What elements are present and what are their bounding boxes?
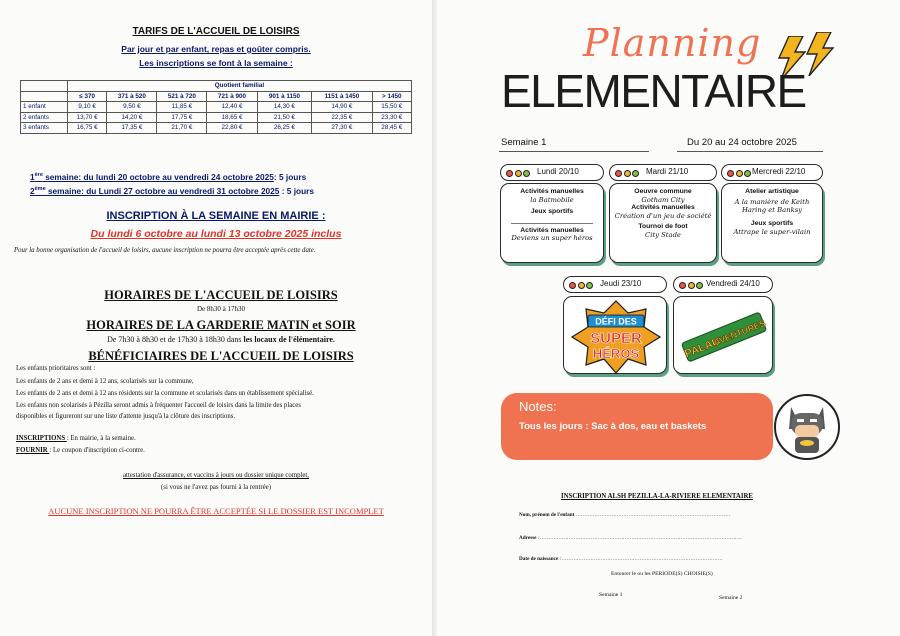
batman-mascot-icon bbox=[773, 393, 841, 461]
table-cell: 9,10 € bbox=[67, 102, 106, 113]
logo-text-2: AVENTURES bbox=[712, 317, 767, 348]
defi-super-heros-logo bbox=[564, 297, 667, 374]
form-circle-instruction: Entourer le ou les PERIODE(S) CHOISIE(S) bbox=[611, 571, 713, 577]
table-cell: 2 enfants bbox=[21, 112, 68, 123]
garderie-text bbox=[0, 335, 432, 344]
semaine-label: Semaine 1 bbox=[501, 137, 547, 148]
inscription-dates: Du lundi 6 octobre au lundi 13 octobre 2025 inclus bbox=[90, 228, 342, 240]
table-cell: 14,20 € bbox=[107, 112, 157, 123]
day-tab-label: Jeudi 23/10 bbox=[600, 279, 642, 288]
day-tab-lundi bbox=[500, 164, 604, 181]
table-cell: 22,80 € bbox=[207, 123, 257, 134]
table-cell: 721 à 900 bbox=[207, 91, 257, 102]
logo-text-3: HÉROS bbox=[592, 346, 640, 361]
beneficiaires-line: Les enfants de 2 ans et demi à 12 ans, scolarisés sur la commune, bbox=[16, 378, 194, 385]
horaires-text: De 8h30 à 17h30 bbox=[196, 305, 246, 313]
week-1-days: : 5 jours bbox=[273, 172, 307, 182]
tarifs-table bbox=[20, 80, 412, 134]
activity-title: Atelier artistique bbox=[745, 188, 799, 195]
traffic-dots-icon bbox=[615, 168, 645, 176]
day-tab-label: Lundi 20/10 bbox=[537, 167, 579, 176]
tarifs-subtitle-2: Les inscriptions se font à la semaine : bbox=[139, 58, 293, 68]
table-cell: 17,35 € bbox=[107, 123, 157, 134]
garderie-place: les locaux de l'élémentaire. bbox=[243, 335, 335, 344]
activity-detail: Deviens un super héros bbox=[511, 234, 593, 243]
traffic-dots-icon bbox=[727, 168, 757, 176]
table-cell: 16,75 € bbox=[67, 123, 106, 134]
table-cell: 521 à 720 bbox=[157, 91, 207, 102]
activity-detail: Gotham City bbox=[641, 195, 685, 204]
form-name-line: Nom, prénom de l'enfant ........................................................................................... bbox=[519, 512, 731, 518]
beneficiaires-line: disponibles et figureront sur une liste d'attente jusqu'à la clôture des inscriptions. bbox=[16, 413, 236, 420]
attestation-line-1: attestation d'assurance, et vaccins à jours ou dossier unique complet, bbox=[122, 472, 309, 479]
activity-title: Activités manuelles bbox=[520, 226, 584, 234]
table-cell: 14,90 € bbox=[312, 102, 372, 113]
activity-detail: City Stade bbox=[645, 230, 681, 239]
logo-text-1: PALAU bbox=[683, 335, 722, 361]
day-card-lundi bbox=[500, 183, 604, 263]
garderie-hours: De 7h30 à 8h30 et de 17h30 à 18h30 dans bbox=[107, 335, 244, 344]
inscription-note: Pour la bonne organisation de l'accueil de loisirs, aucune inscription ne pourra être acceptée après cette date. bbox=[14, 247, 316, 254]
week-2-num: 2 bbox=[30, 186, 35, 196]
week-1-text: semaine: du lundi 20 octobre au vendredi 24 octobre 2025 bbox=[42, 172, 274, 182]
table-cell bbox=[21, 91, 68, 102]
table-cell: 9,50 € bbox=[107, 102, 157, 113]
form-name-label: Nom, prénom de l'enfant bbox=[519, 512, 575, 518]
table-cell: 14,30 € bbox=[257, 102, 312, 113]
activity-title: Jeux sportifs bbox=[530, 207, 574, 215]
week-1-sup: ère bbox=[34, 172, 43, 179]
form-address-label: Adresse bbox=[519, 535, 537, 541]
table-header-row bbox=[21, 91, 412, 102]
activity-detail: A la manière de Keith Haring et Banksy bbox=[734, 197, 810, 214]
day-card-mercredi bbox=[721, 183, 823, 263]
week-2-text: semaine: du Lundi 27 octobre au vendredi 31 octobre 2025 bbox=[45, 186, 280, 196]
divider bbox=[677, 151, 823, 152]
inscription-title: INSCRIPTION À LA SEMAINE EN MAIRIE : bbox=[106, 210, 326, 222]
traffic-dots-icon bbox=[679, 280, 709, 288]
table-cell: 12,40 € bbox=[207, 102, 257, 113]
traffic-dots-icon bbox=[506, 168, 536, 176]
day-card-vendredi bbox=[673, 296, 773, 374]
fournir-label: FOURNIR bbox=[16, 447, 50, 454]
table-cell: 21,70 € bbox=[157, 123, 207, 134]
beneficiaires-line: Les enfants prioritaires sont : bbox=[16, 365, 96, 372]
tarifs-subtitle-1: Par jour et par enfant, repas et goûter compris. bbox=[121, 44, 311, 54]
activity-title: Activités manuelles bbox=[520, 188, 584, 195]
activity-title: Tournoi de foot bbox=[638, 222, 688, 230]
table-cell: 13,70 € bbox=[67, 112, 106, 123]
table-cell: 371 à 520 bbox=[107, 91, 157, 102]
table-cell: 21,50 € bbox=[257, 112, 312, 123]
activity-detail: Attrape le super-vilain bbox=[733, 227, 811, 236]
table-cell: 1 enfant bbox=[21, 102, 68, 113]
table-row bbox=[21, 123, 412, 134]
notes-title: Notes: bbox=[519, 399, 557, 414]
table-cell bbox=[21, 81, 68, 92]
activity-title: Oeuvre commune bbox=[634, 188, 692, 195]
table-cell: 28,45 € bbox=[372, 123, 412, 134]
notes-text: Tous les jours : Sac à dos, eau et baskets bbox=[519, 421, 707, 432]
day-card-jeudi bbox=[563, 296, 667, 374]
table-cell: 11,85 € bbox=[157, 102, 207, 113]
form-week-2-option[interactable]: Semaine 2 bbox=[719, 595, 743, 601]
attestation-line-2: (si vous ne l'avez pas fourni à la rentrée) bbox=[161, 484, 271, 491]
logo-text-2: SUPER bbox=[590, 330, 642, 347]
inscriptions-info bbox=[16, 435, 136, 442]
form-week-1-option[interactable]: Semaine 1 bbox=[599, 592, 623, 598]
inscriptions-text: : En mairie, à la semaine. bbox=[66, 435, 136, 442]
table-row bbox=[21, 112, 412, 123]
table-row bbox=[21, 102, 412, 113]
table-cell: 1151 à 1450 bbox=[312, 91, 372, 102]
day-tab-vendredi bbox=[673, 276, 773, 293]
planning-title: Planning bbox=[583, 21, 762, 65]
activity-title: Jeux sportifs bbox=[750, 220, 794, 228]
table-cell: 27,30 € bbox=[312, 123, 372, 134]
form-birth-label: Date de naissance bbox=[519, 556, 559, 562]
table-cell: 23,30 € bbox=[372, 112, 412, 123]
day-tab-mercredi bbox=[721, 164, 823, 181]
palau-aventures-logo bbox=[674, 297, 773, 374]
table-cell: ≤ 370 bbox=[67, 91, 106, 102]
table-cell: 18,65 € bbox=[207, 112, 257, 123]
semaine-dates: Du 20 au 24 octobre 2025 bbox=[687, 137, 797, 148]
tarifs-title: TARIFS DE L'ACCUEIL DE LOISIRS bbox=[132, 26, 300, 37]
activity-detail: la Batmobile bbox=[530, 195, 574, 204]
week-2-sup: ème bbox=[34, 186, 46, 193]
day-tab-label: Mardi 21/10 bbox=[646, 167, 689, 176]
beneficiaires-line: Les enfants non scolarisés à Pézilla seront admis à fréquenter l'accueil de loisirs dans la limite des places bbox=[16, 402, 301, 409]
form-address-line: Adresse :....................................................................................................................... bbox=[519, 535, 742, 541]
activity-title: Activités manuelles bbox=[631, 203, 695, 211]
right-page bbox=[437, 0, 900, 636]
activity-detail: Création d'un jeu de société bbox=[614, 211, 712, 220]
table-cell: 15,50 € bbox=[372, 102, 412, 113]
fournir-info bbox=[16, 447, 145, 454]
table-cell-qf: Quotient familial bbox=[67, 81, 411, 92]
table-cell: 901 à 1150 bbox=[257, 91, 312, 102]
form-birth-line: Date de naissance :............................................................................................... bbox=[519, 556, 723, 562]
garderie-title: HORAIRES DE LA GARDERIE MATIN et SOIR bbox=[86, 318, 356, 332]
beneficiaires-line: Les enfants de 2 ans et demi à 12 ans résidents sur la commune et scolarisés dans un établissement spécialisé. bbox=[16, 390, 314, 397]
day-card-mardi bbox=[609, 183, 717, 263]
incomplete-warning: AUCUNE INSCRIPTION NE POURRA ÊTRE ACCEPTÉE SI LE DOSSIER EST INCOMPLET bbox=[48, 506, 384, 516]
table-cell: 3 enfants bbox=[21, 123, 68, 134]
inscriptions-label: INSCRIPTIONS bbox=[16, 435, 67, 442]
week-1-line bbox=[30, 172, 306, 182]
horaires-title: HORAIRES DE L'ACCUEIL DE LOISIRS bbox=[104, 288, 338, 302]
table-cell: > 1450 bbox=[372, 91, 412, 102]
week-2-line bbox=[30, 186, 314, 196]
divider bbox=[499, 151, 649, 152]
beneficiaires-title: BÉNÉFICIAIRES DE L'ACCUEIL DE LOISIRS bbox=[88, 349, 354, 363]
divider bbox=[511, 223, 593, 224]
day-tab-label: Mercredi 22/10 bbox=[752, 167, 806, 176]
table-cell: 26,25 € bbox=[257, 123, 312, 134]
day-tab-mardi bbox=[609, 164, 717, 181]
left-page bbox=[0, 0, 432, 636]
week-2-days: : 5 jours bbox=[279, 186, 314, 196]
day-tab-label: Vendredi 24/10 bbox=[706, 279, 760, 288]
day-tab-jeudi bbox=[563, 276, 667, 293]
elementaire-title: ELEMENTAIRE bbox=[501, 65, 806, 117]
lightning-icon bbox=[801, 32, 841, 76]
traffic-dots-icon bbox=[569, 280, 599, 288]
week-1-num: 1 bbox=[30, 172, 35, 182]
logo-text-1: DÉFI DES bbox=[595, 316, 637, 327]
fournir-text: : Le coupon d'inscription ci-contre. bbox=[49, 447, 145, 454]
form-title: INSCRIPTION ALSH PEZILLA-LA-RIVIERE ELEMENTAIRE bbox=[561, 493, 753, 500]
table-cell: 22,35 € bbox=[312, 112, 372, 123]
table-cell: 17,75 € bbox=[157, 112, 207, 123]
table-row bbox=[21, 81, 412, 92]
